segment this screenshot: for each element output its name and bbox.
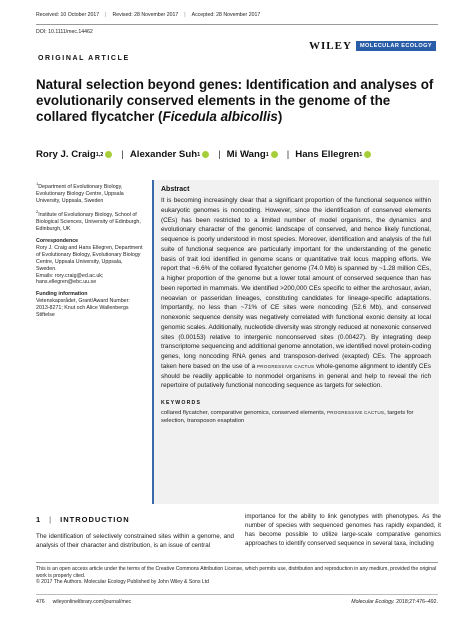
header-divider — [36, 24, 438, 25]
author-list — [36, 149, 374, 160]
author-affiliation-sup: 1,2 — [95, 151, 104, 158]
publisher-branding — [309, 40, 436, 52]
affiliation: $^1$Department of Evolutionary Biology, Evolutionary Biology Centre, Uppsala University, Uppsala, Sweden — [36, 181, 124, 204]
funding-text: Vetenskapsrådet, Grant/Award Number: 2013-8271; Knut och Alice Wallenbergs Stiftelse — [36, 298, 130, 319]
license-footnote — [36, 566, 441, 586]
author-affiliation-sup: 1 — [359, 151, 363, 158]
article-type: ORIGINAL ARTICLE — [38, 55, 130, 62]
body-text-column-2: importance for the ability to link genotypes with phenotypes. As the number of species with sequenced genomes has rapidly expanded, it has become possible to utilize large-scale comparative genomics approaches to identify conserved sequence in several taxa, including — [245, 513, 441, 547]
abstract-panel — [152, 180, 439, 504]
article-title — [36, 77, 441, 125]
journal-name: Molecular Ecology. — [351, 599, 395, 605]
funding-heading: Funding information — [36, 291, 88, 298]
footnote-divider — [36, 562, 438, 563]
correspondence — [36, 238, 144, 286]
keywords-text: collared flycatcher, comparative genomics, conserved elements, PROGRESSIVE CACTUS, targets for selection, transposon exaptation — [161, 410, 414, 424]
orcid-icon[interactable] — [364, 151, 371, 158]
copyright-text: © 2017 The Authors. Molecular Ecology Published by John Wiley & Sons Ltd — [36, 579, 209, 585]
footer-citation — [351, 599, 438, 605]
journal-logo: MOLECULAR ECOLOGY — [356, 41, 436, 51]
title-close: ) — [277, 109, 283, 124]
citation-details: 2018;27:476–492. — [394, 599, 438, 605]
history-separator: | — [184, 12, 186, 18]
title-species: Ficedula albicollis — [162, 109, 278, 124]
author-separator: | — [218, 149, 221, 160]
orcid-icon[interactable] — [202, 151, 209, 158]
section-heading — [36, 515, 130, 524]
author-name[interactable]: Alexander Suh — [129, 149, 198, 160]
author-separator: | — [121, 149, 124, 160]
author-affiliation-sup: 1 — [197, 151, 201, 158]
author-affiliation-sup: 1 — [265, 151, 269, 158]
funding — [36, 291, 144, 319]
orcid-icon[interactable] — [271, 151, 278, 158]
article-history — [36, 12, 260, 18]
correspondence-emails[interactable]: Emails: rory.craig@ed.ac.uk; hans.ellegren@ebc.uu.se — [36, 272, 104, 286]
author-name[interactable]: Hans Ellegren — [295, 149, 360, 160]
section-number: 1 — [36, 515, 42, 524]
author-separator: | — [286, 149, 290, 160]
journal-url[interactable]: wileyonlinelibrary.com/journal/mec — [52, 599, 132, 605]
affiliation: $^2$Institute of Evolutionary Biology, School of Biological Sciences, University of Edinburgh, Edinburgh, UK — [36, 209, 141, 233]
section-title: INTRODUCTION — [60, 515, 130, 524]
software-name: PROGRESSIVE CACTUS — [257, 363, 315, 369]
footer-left — [36, 599, 131, 605]
author-name[interactable]: Mi Wang — [226, 149, 266, 160]
accepted-date: Accepted: 28 November 2017 — [191, 12, 261, 18]
abstract-heading: Abstract — [161, 186, 190, 193]
history-separator: | — [105, 12, 107, 18]
wiley-logo: WILEY — [309, 40, 352, 52]
correspondence-heading: Correspondence — [36, 237, 79, 244]
article-info-column — [36, 181, 144, 324]
body-text-column-1: The identification of selectively constrained sites within a genome, and analysis of their character and distribution, is an issue of central — [36, 533, 234, 549]
doi[interactable]: DOI: 10.1111/mec.14462 — [36, 29, 93, 35]
abstract-text: It is becoming increasingly clear that a significant proportion of the functional sequence within eukaryotic genomes is noncoding. However, since the identification of conserved elements (CEs) has been restricted to a limited number of model organisms, the dynamics and evolutionary character of the genomic landscape of conserved, and hence likely functional, sequence is poorly understood in most species. Moreover, identification and analysis of the full suite of functional sequence are particularly important for the understanding of the genetic basis of trait loci identified in genome scans or quantitative trait locus mapping efforts. We report that ~6.6% of the collared flycatcher genome (74.0 Mb) is spanned by ~1.28 million CEs, a higher proportion of the genome but a lower total amount of conserved sequence than has been reported in mammals. We identified >200,000 CEs specific to either the archosaur, avian, neoavian or passeridan lineages, constituting candidates for lineage-specific adaptations. Importantly, no less than ~71% of CE sites were noncoding (52.6 Mb), and conserved nonexonic sequence density was negatively correlated with functional exonic density at local genomic scales. Additionally, nucleotide diversity was strongly reduced at nonexonic conserved sites (0.00153) relative to intergenic nonconserved sites (0.00427). By integrating deep transcriptome sequencing and additional genome annotation, we identified novel protein-coding genes, long noncoding RNA genes and transposon-derived (exapted) CEs. The approach taken here based on the use of a PROGRESSIVE CACTUS whole-genome alignment to identify CEs should be readily applicable to nonmodel organisms in general and help to reveal the rich repertoire of putatively functional noncoding sequence as targets for selection. — [161, 197, 431, 390]
revised-date: Revised: 28 November 2017 — [112, 12, 179, 18]
orcid-icon[interactable] — [105, 151, 112, 158]
page-number: 476 — [36, 599, 45, 605]
correspondence-address: Rory J. Craig and Hans Ellegren, Department of Evolutionary Biology, Evolutionary Biology Centre, Uppsala University, Uppsala, Sweden. — [36, 244, 143, 272]
section-separator: | — [49, 515, 53, 524]
author-name[interactable]: Rory J. Craig — [36, 149, 96, 160]
title-main: Natural selection beyond genes: Identification and analyses of evolutionarily conserved elements in the genome of the collared flycatcher ( — [36, 77, 434, 124]
received-date: Received: 10 October 2017 — [36, 12, 100, 18]
footer-divider — [36, 594, 438, 595]
license-text: This is an open access article under the terms of the Creative Commons Attribution License, which permits use, distribution and reproduction in any medium, provided the original work is properly cited. — [36, 566, 437, 579]
keywords-heading: KEYWORDS — [161, 400, 202, 406]
